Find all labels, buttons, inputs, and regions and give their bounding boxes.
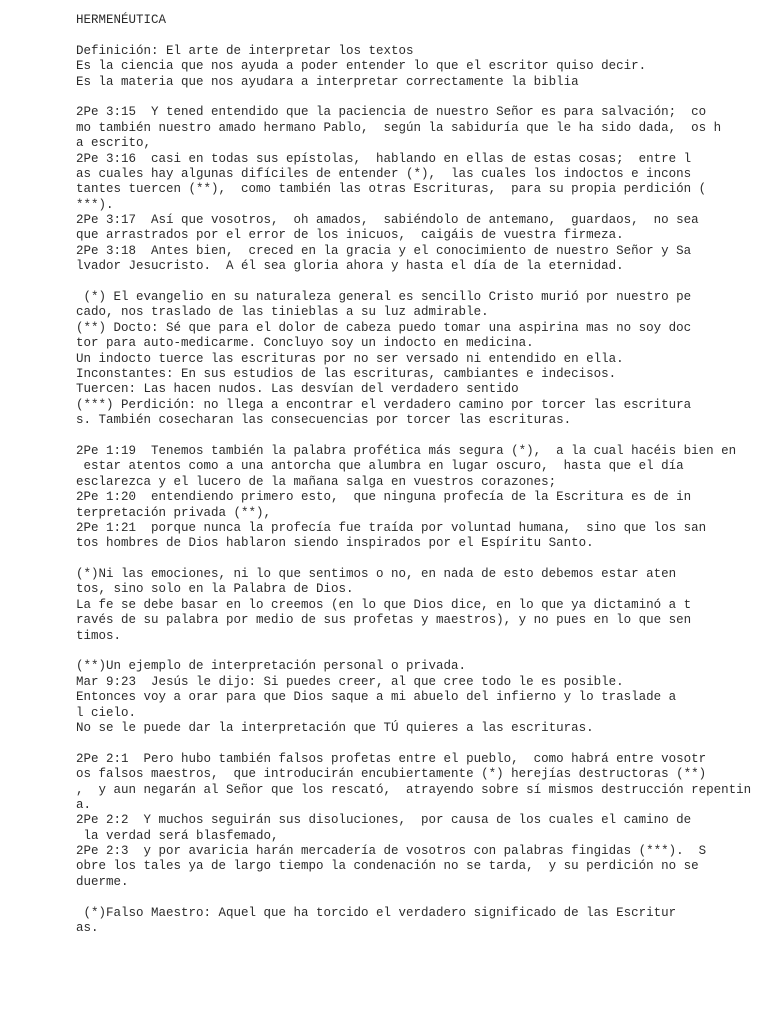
paragraph-gap — [76, 736, 766, 751]
text-line: duerme. — [76, 874, 129, 889]
text-line: 2Pe 3:16 casi en todas sus epístolas, hablando en ellas de estas cosas; entre l — [76, 151, 692, 166]
document-title-block — [76, 13, 766, 28]
text-line: , y aun negarán al Señor que los rescató, atrayendo sobre sí mismos destrucción repentin — [76, 782, 752, 797]
paragraph-gap — [76, 890, 766, 905]
text-line: (*) El evangelio en su naturaleza general es sencillo Cristo murió por nuestro pe — [76, 290, 692, 305]
text-line: esclarezca y el lucero de la mañana salga en vuestros corazones; — [76, 474, 557, 489]
paragraph — [76, 105, 766, 274]
text-line: lvador Jesucristo. A él sea gloria ahora y hasta el día de la eternidad. — [76, 259, 624, 274]
text-line: estar atentos como a una antorcha que alumbra en lugar oscuro, hasta que el día — [76, 459, 684, 474]
text-line: (***) Perdición: no llega a encontrar el verdadero camino por torcer las escritura — [76, 397, 692, 412]
text-line: Un indocto tuerce las escrituras por no ser versado ni entendido en ella. — [76, 351, 624, 366]
paragraph — [76, 567, 766, 644]
paragraph — [76, 290, 766, 429]
text-line: ravés de su palabra por medio de sus profetas y maestros), y no pues en lo que sen — [76, 613, 692, 628]
text-line: Mar 9:23 Jesús le dijo: Si puedes creer, al que cree todo le es posible. — [76, 674, 624, 689]
text-line: 2Pe 1:19 Tenemos también la palabra profética más segura (*), a la cual hacéis bien en — [76, 443, 737, 458]
text-line: (*)Ni las emociones, ni lo que sentimos o no, en nada de esto debemos estar aten — [76, 567, 677, 582]
text-line: 2Pe 2:3 y por avaricia harán mercadería de vosotros con palabras fingidas (***). S — [76, 844, 707, 859]
text-line: 2Pe 3:15 Y tened entendido que la paciencia de nuestro Señor es para salvación; co — [76, 105, 707, 120]
paragraph — [76, 659, 766, 736]
text-line: obre los tales ya de largo tiempo la condenación no se tarda, y su perdición no se — [76, 859, 699, 874]
text-line: la verdad será blasfemado, — [76, 828, 279, 843]
text-line: Es la ciencia que nos ayuda a poder entender lo que el escritor quiso decir. — [76, 59, 647, 74]
text-line: 2Pe 1:21 porque nunca la profecía fue traída por voluntad humana, sino que los san — [76, 520, 707, 535]
paragraph — [76, 906, 766, 937]
text-line: Inconstantes: En sus estudios de las escrituras, cambiantes e indecisos. — [76, 366, 617, 381]
text-line: tantes tuercen (**), como también las otras Escrituras, para su propia perdición ( — [76, 182, 707, 197]
paragraph-gap — [76, 552, 766, 567]
paragraph — [76, 444, 766, 552]
text-line: Tuercen: Las hacen nudos. Las desvían del verdadero sentido — [76, 382, 519, 397]
document-page — [76, 13, 766, 936]
text-line: tos hombres de Dios hablaron siendo inspirados por el Espíritu Santo. — [76, 536, 594, 551]
text-line: Definición: El arte de interpretar los textos — [76, 43, 414, 58]
text-line: as. — [76, 921, 99, 936]
text-line: ***). — [76, 197, 114, 212]
text-line: tor para auto-medicarme. Concluyo soy un indocto en medicina. — [76, 336, 534, 351]
text-line: timos. — [76, 628, 122, 643]
text-line: 2Pe 3:18 Antes bien, creced en la gracia y el conocimiento de nuestro Señor y Sa — [76, 243, 692, 258]
text-line: as cuales hay algunas difíciles de entender (*), las cuales los indoctos e incons — [76, 166, 692, 181]
text-line: s. También cosecharan las consecuencias por torcer las escrituras. — [76, 413, 572, 428]
text-line: Entonces voy a orar para que Dios saque a mi abuelo del infierno y lo traslade a — [76, 690, 677, 705]
text-line: l cielo. — [76, 705, 137, 720]
paragraph-gap — [76, 644, 766, 659]
paragraph-gap — [76, 429, 766, 444]
text-line: mo también nuestro amado hermano Pablo, según la sabiduría que le ha sido dada, os h — [76, 120, 722, 135]
text-line: (**)Un ejemplo de interpretación personal o privada. — [76, 659, 467, 674]
text-line: 2Pe 3:17 Así que vosotros, oh amados, sabiéndolo de antemano, guardaos, no sea — [76, 213, 699, 228]
text-line: 2Pe 1:20 entendiendo primero esto, que ninguna profecía de la Escritura es de in — [76, 490, 692, 505]
text-line: tos, sino solo en la Palabra de Dios. — [76, 582, 354, 597]
paragraph-gap — [76, 90, 766, 105]
text-line: a. — [76, 797, 92, 812]
paragraph — [76, 752, 766, 891]
paragraph-gap — [76, 28, 766, 43]
paragraph — [76, 44, 766, 90]
text-line: (**) Docto: Sé que para el dolor de cabeza puedo tomar una aspirina mas no soy doc — [76, 320, 692, 335]
paragraph-gap — [76, 275, 766, 290]
text-line: terpretación privada (**), — [76, 505, 272, 520]
text-line: No se le puede dar la interpretación que TÚ quieres a las escrituras. — [76, 720, 594, 735]
text-line: La fe se debe basar en lo creemos (en lo que Dios dice, en lo que ya dictaminó a t — [76, 597, 692, 612]
text-line: (*)Falso Maestro: Aquel que ha torcido el verdadero significado de las Escritur — [76, 905, 677, 920]
text-line: Es la materia que nos ayudara a interpretar correctamente la biblia — [76, 74, 579, 89]
text-line: a escrito, — [76, 136, 152, 151]
text-line: cado, nos traslado de las tinieblas a su luz admirable. — [76, 305, 489, 320]
text-line: 2Pe 2:2 Y muchos seguirán sus disoluciones, por causa de los cuales el camino de — [76, 813, 692, 828]
text-line: 2Pe 2:1 Pero hubo también falsos profetas entre el pueblo, como habrá entre vosotr — [76, 751, 707, 766]
text-line: os falsos maestros, que introducirán encubiertamente (*) herejías destructoras (**) — [76, 767, 707, 782]
text-line: que arrastrados por el error de los inicuos, caigáis de vuestra firmeza. — [76, 228, 624, 243]
document-title: HERMENÉUTICA — [76, 13, 167, 27]
